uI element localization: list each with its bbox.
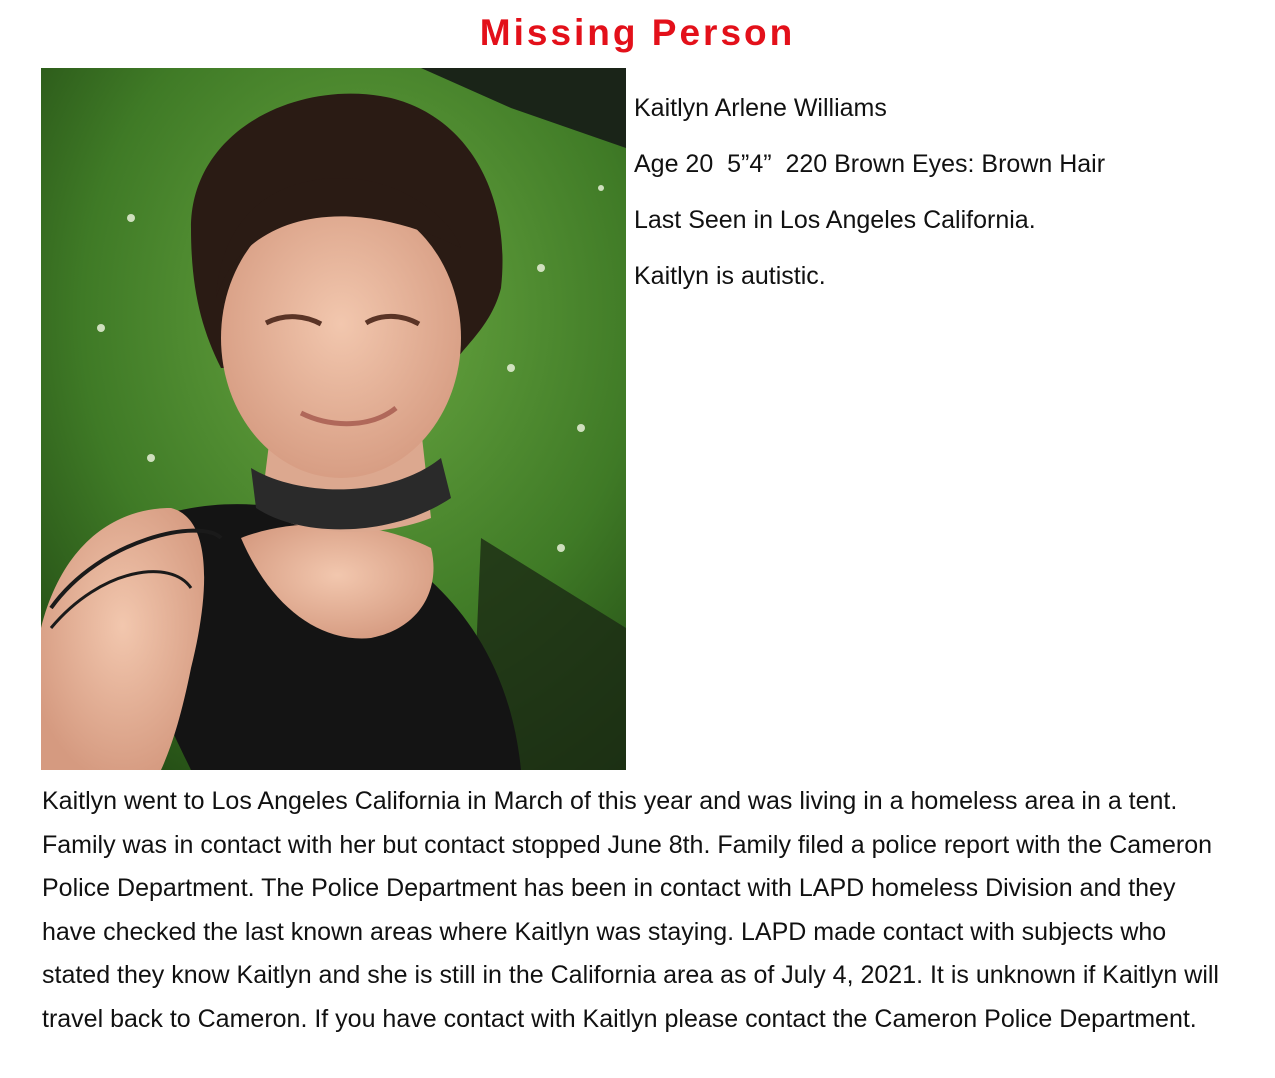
person-details <box>634 80 1254 304</box>
person-note: Kaitlyn is autistic. <box>634 262 826 290</box>
missing-person-photo <box>41 68 626 770</box>
case-description: Kaitlyn went to Los Angeles California in March of this year and was living in a homeless area in a tent. Family was in contact with her but contact stopped June 8th. Family filed a police report with the Cameron Police Department. The Police Department has been in contact with LAPD homeless Division and they have checked the last known areas where Kaitlyn was staying. LAPD made contact with subjects who stated they know Kaitlyn and she is still in the California area as of July 4, 2021. It is unknown if Kaitlyn will travel back to Cameron. If you have contact with Kaitlyn please contact the Cameron Police Department. <box>42 787 1219 1033</box>
last-seen: Last Seen in Los Angeles California. <box>634 206 1036 234</box>
person-name: Kaitlyn Arlene Williams <box>634 94 887 122</box>
person-stats: Age 20 5”4” 220 Brown Eyes: Brown Hair <box>634 150 1106 178</box>
page-title: Missing Person <box>479 12 796 53</box>
